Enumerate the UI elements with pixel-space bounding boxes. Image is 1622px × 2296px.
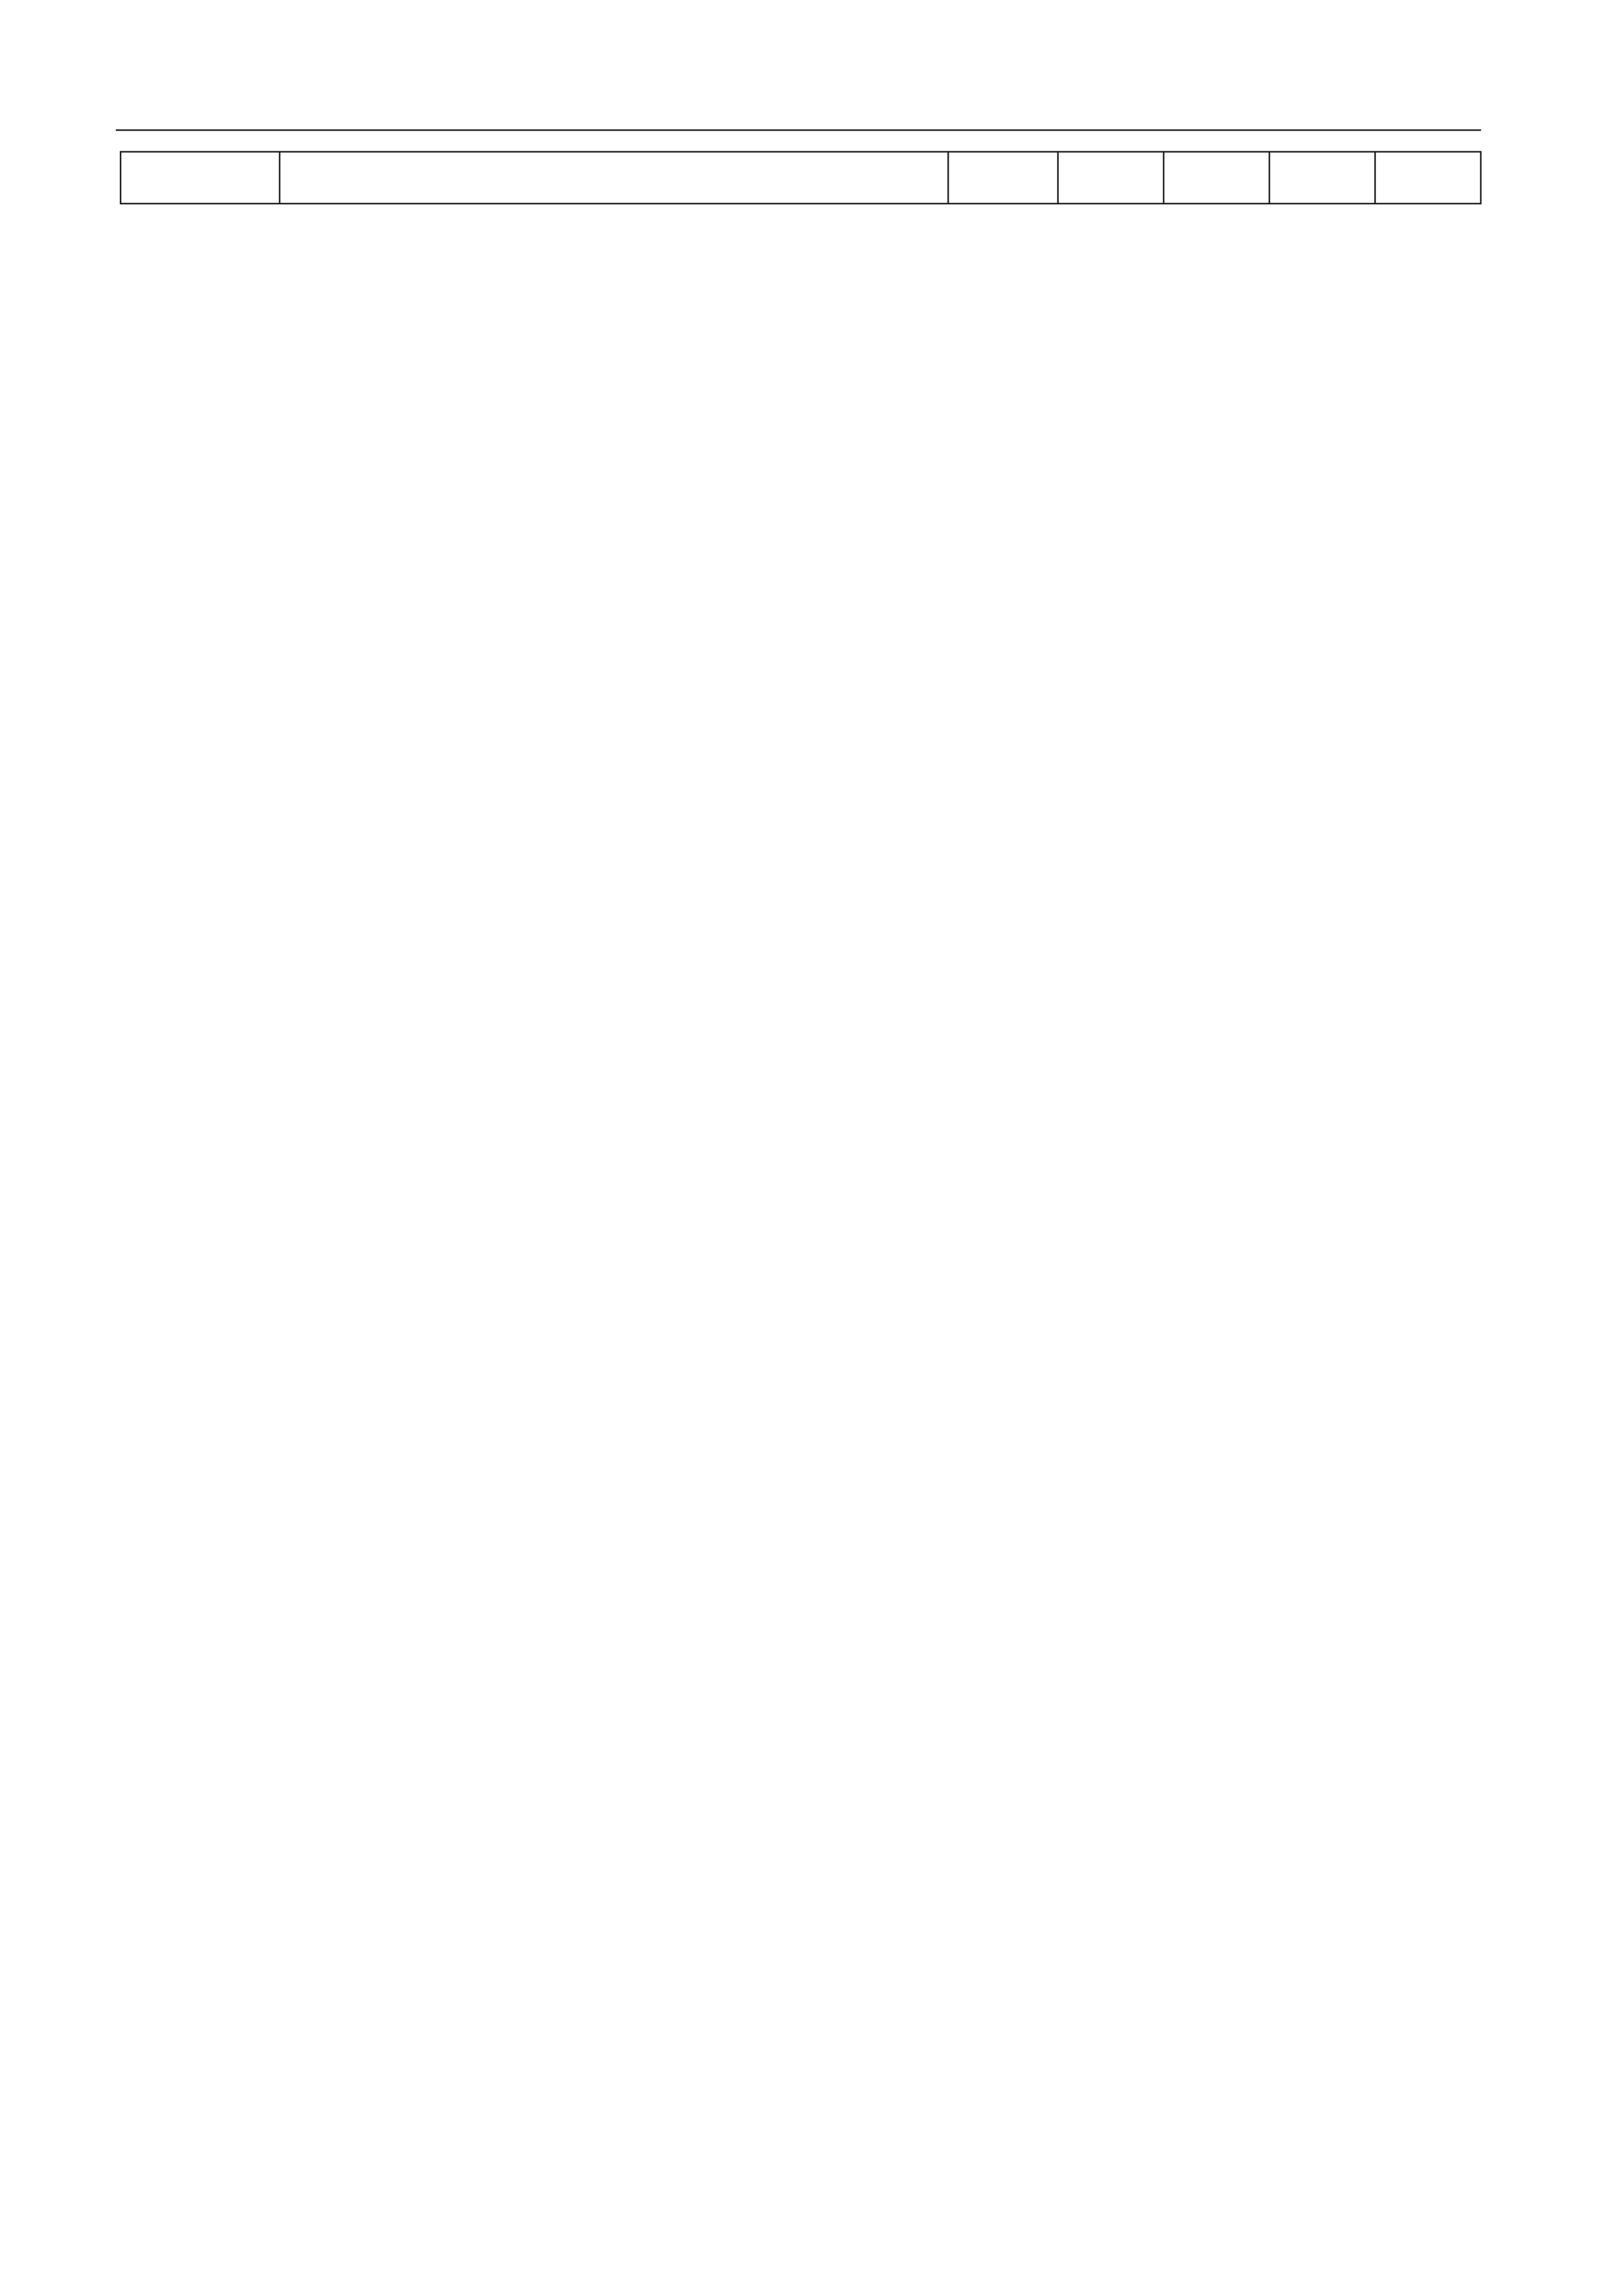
meter-line [120,1331,1519,1364]
col-header-c2 [1164,152,1270,204]
col-header-c4 [1375,152,1481,204]
col-header-code [121,152,280,204]
header-rule [116,129,1481,131]
col-header-c1 [1058,152,1164,204]
col-header-c3 [1270,152,1375,204]
resource-table [120,151,1482,204]
table-header-row [121,152,1481,204]
col-header-unit [948,152,1058,204]
col-header-name [280,152,948,204]
page-header [116,91,1481,131]
